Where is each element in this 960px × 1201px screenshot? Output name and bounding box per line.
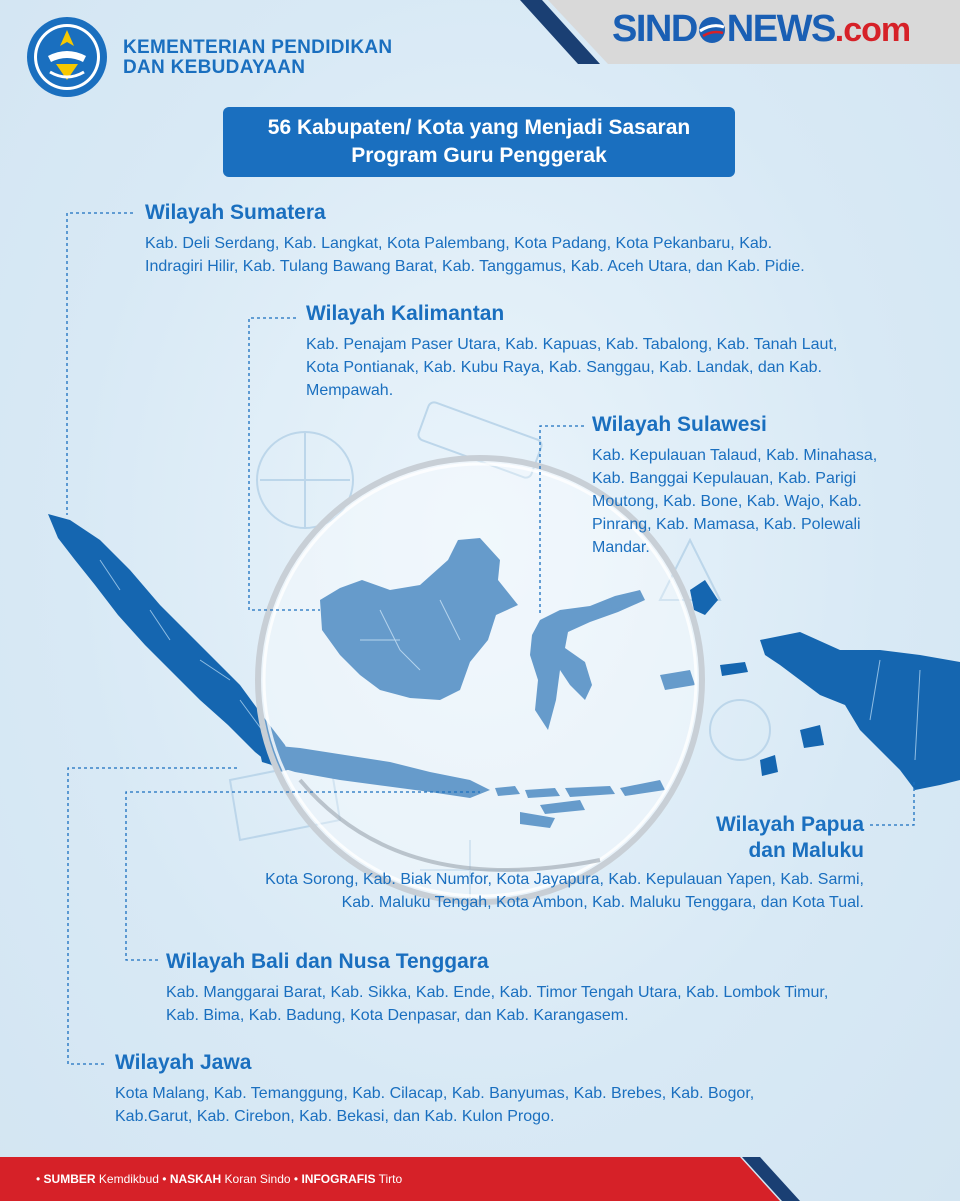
region-papua-list: [150, 868, 864, 914]
region-papua-title-line2: dan Maluku: [748, 839, 864, 862]
ministry-name-line1: KEMENTERIAN PENDIDIKAN: [123, 37, 393, 58]
brand-text-part3: .com: [834, 11, 911, 49]
region-papua-title-line1: Wilayah Papua: [715, 813, 864, 836]
ministry-name: [123, 38, 392, 78]
region-papua-line: Kab. Maluku Tengah, Kota Ambon, Kab. Maluku Tenggara, dan Kota Tual.: [341, 894, 864, 911]
region-jawa-list: [115, 1082, 915, 1128]
region-kalimantan-line: Kab. Penajam Paser Utara, Kab. Kapuas, Kab. Tabalong, Kab. Tanah Laut,: [306, 336, 838, 353]
region-sulawesi-line: Kab. Banggai Kepulauan, Kab. Parigi: [592, 470, 857, 487]
region-sulawesi-title: Wilayah Sulawesi: [592, 413, 767, 436]
region-bali-list: [166, 981, 946, 1027]
region-papua-maluku: [150, 812, 864, 914]
region-sulawesi-line: Moutong, Kab. Bone, Kab. Wajo, Kab.: [592, 493, 862, 510]
island-sumatera: [48, 514, 295, 772]
region-kalimantan-list: [306, 333, 946, 402]
brand-text-part2: NEWS: [726, 8, 835, 50]
region-bali-title: Wilayah Bali dan Nusa Tenggara: [166, 950, 489, 973]
brand-globe-icon: [697, 8, 727, 50]
region-papua-line: Kota Sorong, Kab. Biak Numfor, Kota Jayapura, Kab. Kepulauan Yapen, Kab. Sarmi,: [265, 871, 864, 888]
footer-source-label: SUMBER: [43, 1172, 96, 1186]
region-bali-line: Kab. Bima, Kab. Badung, Kota Denpasar, dan Kab. Karangasem.: [166, 1007, 629, 1024]
island-papua: [760, 632, 960, 790]
title-line1: 56 Kabupaten/ Kota yang Menjadi Sasaran: [267, 116, 691, 139]
region-sulawesi: [592, 412, 942, 559]
ministry-seal-icon: [26, 16, 108, 98]
region-sulawesi-list: [592, 444, 942, 559]
region-sumatera-list: [145, 232, 945, 278]
brand-text-part1: SIND: [612, 8, 697, 50]
ministry-name-line2: DAN KEBUDAYAAN: [123, 57, 306, 78]
footer-credits: [36, 1172, 402, 1186]
region-bali-nusa-tenggara: [166, 949, 946, 1027]
region-sulawesi-line: Kab. Kepulauan Talaud, Kab. Minahasa,: [592, 447, 878, 464]
page-title: [223, 107, 735, 177]
footer-bullet: •: [162, 1172, 167, 1186]
region-jawa: [115, 1050, 915, 1128]
region-sumatera-line: Kab. Deli Serdang, Kab. Langkat, Kota Palembang, Kota Padang, Kota Pekanbaru, Kab.: [145, 235, 773, 252]
region-sumatera: [145, 200, 945, 278]
region-sumatera-line: Indragiri Hilir, Kab. Tulang Bawang Barat, Kab. Tanggamus, Kab. Aceh Utara, dan Kab. Pidie.: [145, 258, 805, 275]
region-sumatera-title: Wilayah Sumatera: [145, 201, 326, 224]
brand-logo: [612, 8, 910, 51]
region-kalimantan-line: Mempawah.: [306, 382, 394, 399]
footer-graphic-label: INFOGRAFIS: [301, 1172, 376, 1186]
region-jawa-line: Kab.Garut, Kab. Cirebon, Kab. Bekasi, dan Kab. Kulon Progo.: [115, 1108, 555, 1125]
title-line2: Program Guru Penggerak: [351, 144, 607, 167]
region-jawa-title: Wilayah Jawa: [115, 1051, 252, 1074]
footer-bullet: •: [293, 1172, 299, 1186]
region-sulawesi-line: Mandar.: [592, 539, 650, 556]
footer-bullet: •: [36, 1172, 41, 1186]
footer-writer-value: Koran Sindo: [224, 1172, 291, 1186]
region-kalimantan-title: Wilayah Kalimantan: [306, 302, 505, 325]
region-kalimantan-line: Kota Pontianak, Kab. Kubu Raya, Kab. Sanggau, Kab. Landak, dan Kab.: [306, 359, 822, 376]
region-sulawesi-line: Pinrang, Kab. Mamasa, Kab. Polewali: [592, 516, 861, 533]
footer-writer-label: NASKAH: [169, 1172, 222, 1186]
footer-source-value: Kemdikbud: [98, 1172, 159, 1186]
region-bali-line: Kab. Manggarai Barat, Kab. Sikka, Kab. Ende, Kab. Timor Tengah Utara, Kab. Lombok Timur,: [166, 984, 829, 1001]
region-kalimantan: [306, 301, 946, 402]
region-jawa-line: Kota Malang, Kab. Temanggung, Kab. Cilacap, Kab. Banyumas, Kab. Brebes, Kab. Bogor,: [115, 1085, 755, 1102]
footer-graphic-value: Tirto: [378, 1172, 403, 1186]
